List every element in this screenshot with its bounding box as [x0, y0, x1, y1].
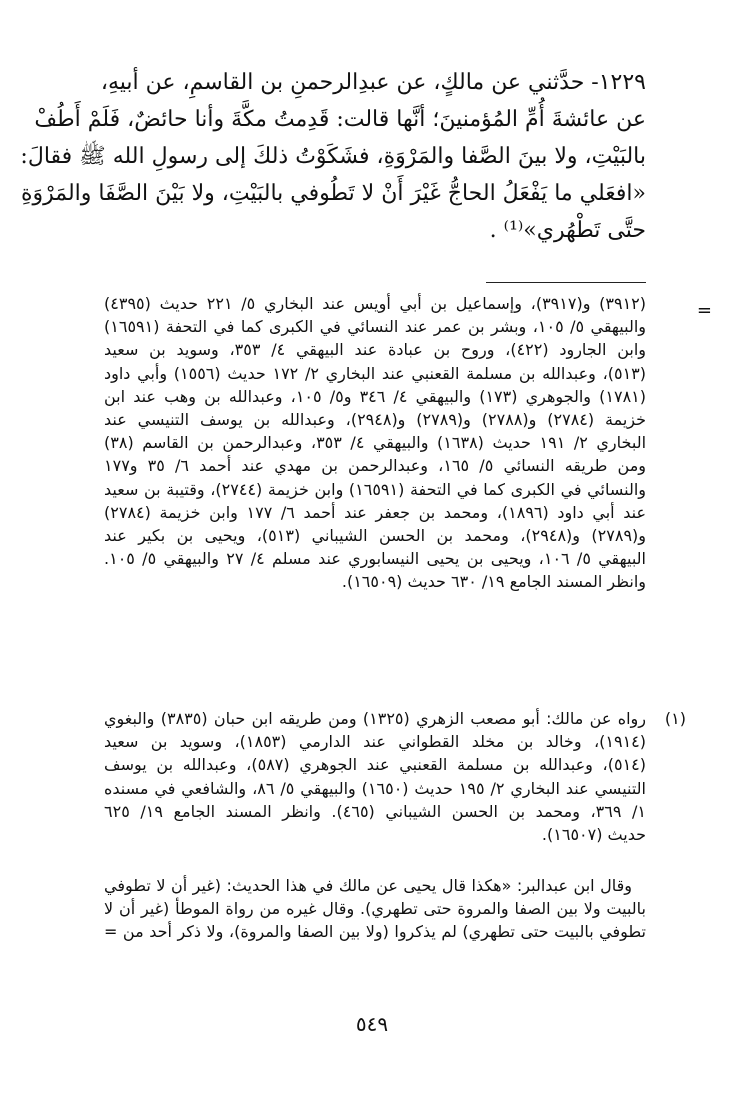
footnote-number: (١) — [664, 709, 686, 728]
footnote-line: رواه عن مالك: أبو مصعب الزهري (١٣٢٥) ومن طريقه ابن حبان (٣٨٣٥) والبغوي — [104, 709, 646, 728]
footnote-commentary — [104, 874, 646, 944]
hadith-line: حتَّى تَطْهُري»⁽¹⁾ . — [489, 218, 646, 243]
footnote-line: ومن طريقه النسائي ٥/ ١٦٥، وعبدالرحمن بن مهدي عند أحمد ٦/ ٣٥ و١٧٧ — [104, 456, 647, 476]
footnote-line: و(٢٧٨٩) و(٢٩٤٨)، ومحمد بن الحسن الشيباني (٥١٣)، ويحيى بن بكير عند — [104, 526, 647, 546]
footnote-line: والنسائي في الكبرى كما في التحفة (١٦٥٩١) وابن خزيمة (٢٧٤٤)، وقتيبة بن سعيد — [104, 479, 646, 499]
footnote-line: (٥١٤)، وعبدالله بن مسلمة القعنبي عند الجوهري (٥٨٧)، وعبدالله بن يوسف — [104, 755, 646, 775]
footnote-line: بالبيت ولا بين الصفا والمروة حتى تطهري). وقال غيره من رواة الموطأ (غير أن لا — [104, 899, 646, 919]
footnote-line: (١٩١٤)، وخالد بن مخلد القطواني عند الدارمي (١٨٥٣)، وسويد بن سعيد — [104, 732, 646, 752]
footnote-line: وابن الجارود (٤٢٢)، وروح بن عبادة عند البيهقي ٤/ ٣٥٣، وسويد بن سعيد — [104, 340, 647, 360]
footnote-line: حديث (١٦٥٠٧). — [541, 825, 646, 845]
footnote-line: ١/ ٣٦٩، ومحمد بن الحسن الشيباني (٤٦٥). وانظر المسند الجامع ١٩/ ٦٢٥ — [104, 801, 646, 821]
footnote-line: تطوفي بالبيت حتى تطهري) لم يذكروا (ولا بين الصفا والمروة)، ولا ذكر أحد من = — [104, 922, 646, 942]
continuation-mark: = — [696, 300, 712, 321]
footnote-line: وقال ابن عبدالبر: «هكذا قال يحيى عن مالك في هذا الحديث: (غير أن لا تطوفي — [104, 876, 632, 895]
page-number: ٥٤٩ — [355, 1012, 389, 1036]
footnote-line: (٥١٣)، وعبدالله بن مسلمة القعنبي عند البخاري ٢/ ١٧٢ حديث (١٥٥٦) وأبي داود — [104, 363, 647, 383]
footnote-line: التنيسي عند البخاري ٢/ ١٩٥ حديث (١٦٥٠) والبيهقي ٥/ ٨٦، والشافعي في مسنده — [104, 778, 647, 798]
hadith-line: بالبَيْتِ، ولا بينَ الصَّفا والمَرْوَةِ، فشَكَوْتُ ذلكَ إلى رسولِ الله ﷺ فقالَ: — [20, 144, 646, 169]
hadith-line: «افعَلي ما يَفْعَلُ الحاجُّ غَيْرَ أَنْ لا تَطُوفي بالبَيْتِ، ولا بَيْنَ الصَّفَا والمَرْوَةِ — [20, 181, 646, 206]
footnote-line: (١٧٨١) والجوهري (١٧٣) والبيهقي ٤/ ٣٤٦ و٥/ ١٠٥، وعبدالله بن وهب عند ابن — [104, 386, 647, 406]
footnote-1 — [104, 707, 646, 846]
footnote-line: عند أبي داود (١٨٩٦)، ومحمد بن جعفر عند أحمد ٦/ ١٧٧ وابن خزيمة (٢٧٨٤) — [104, 502, 646, 522]
footnote-line: خزيمة (٢٧٨٤) و(٢٧٨٨) و(٢٧٨٩) و(٢٩٤٨)، وعبدالله بن يوسف التنيسي عند — [104, 410, 647, 430]
footnote-line: والبيهقي ٥/ ١٠٥، وبشر بن عمر عند النسائي في الكبرى كما في التحفة (١٦٥٩١) — [104, 317, 647, 337]
hadith-text — [20, 64, 646, 249]
footnote-continuation — [104, 292, 646, 594]
hadith-line: ١٢٢٩- حدَّثني عن مالكٍ، عن عبدِالرحمنِ بن القاسمِ، عن أبيهِ، — [100, 70, 646, 95]
footnote-line: وانظر المسند الجامع ١٩/ ٦٣٠ حديث (١٦٥٠٩). — [341, 572, 646, 592]
footnote-line: البخاري ٢/ ١٩١ حديث (١٦٣٨) والبيهقي ٤/ ٣٥٣، وعبدالرحمن بن القاسم (٣٨) — [104, 433, 647, 453]
footnote-line: البيهقي ٥/ ١٠٦، ويحيى بن يحيى النيسابوري عند مسلم ٤/ ٢٧ والبيهقي ٥/ ١٠٥. — [104, 549, 646, 569]
footnote-separator — [486, 282, 646, 283]
hadith-line: عن عائشةَ أُمِّ المُؤمنينَ؛ أنَّها قالت: قَدِمتُ مكَّةَ وأنا حائضٌ، فَلَمْ أَطُفْ — [34, 107, 646, 132]
footnote-line: (٣٩١٢) و(٣٩١٧)، وإسماعيل بن أبي أويس عند البخاري ٥/ ٢٢١ حديث (٤٣٩٥) — [104, 294, 646, 313]
